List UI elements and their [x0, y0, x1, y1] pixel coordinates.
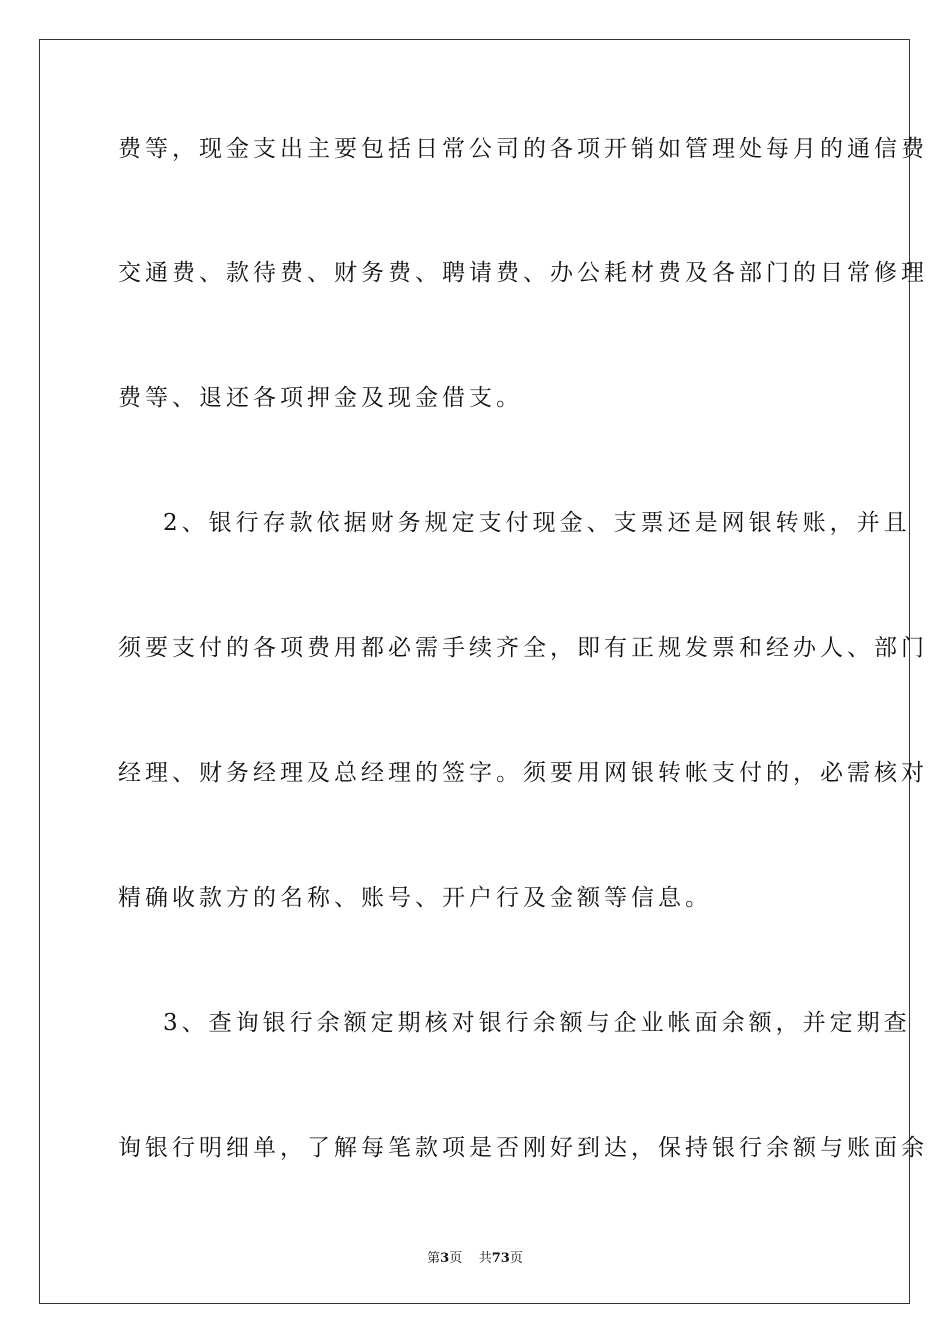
total-pages: 73	[491, 1251, 510, 1266]
text-line: 交通费、款待费、财务费、聘请费、办公耗材费及各部门的日常修理	[118, 260, 928, 286]
text-line: 精确收款方的名称、账号、开户行及金额等信息。	[118, 885, 712, 911]
page-prefix: 第	[427, 1251, 441, 1266]
text-line: 费等、退还各项押金及现金借支。	[118, 385, 523, 411]
page-border	[39, 39, 910, 1304]
page-suffix: 页	[449, 1251, 463, 1266]
text-line: 须要支付的各项费用都必需手续齐全，即有正规发票和经办人、部门	[118, 635, 928, 661]
text-line: 询银行明细单，了解每笔款项是否刚好到达，保持银行余额与账面余	[118, 1135, 928, 1161]
total-suffix: 页	[509, 1251, 523, 1266]
page-number: 3	[440, 1251, 450, 1266]
text-line: 费等，现金支出主要包括日常公司的各项开销如管理处每月的通信费	[118, 136, 928, 162]
paragraph-start-line: 2、银行存款依据财务规定支付现金、支票还是网银转账，并且	[163, 510, 911, 536]
paragraph-start-line: 3、查询银行余额定期核对银行余额与企业帐面余额，并定期查	[163, 1010, 911, 1036]
total-prefix: 共	[478, 1251, 492, 1266]
page-footer	[0, 1247, 950, 1266]
text-line: 经理、财务经理及总经理的签字。须要用网银转帐支付的，必需核对	[118, 760, 928, 786]
